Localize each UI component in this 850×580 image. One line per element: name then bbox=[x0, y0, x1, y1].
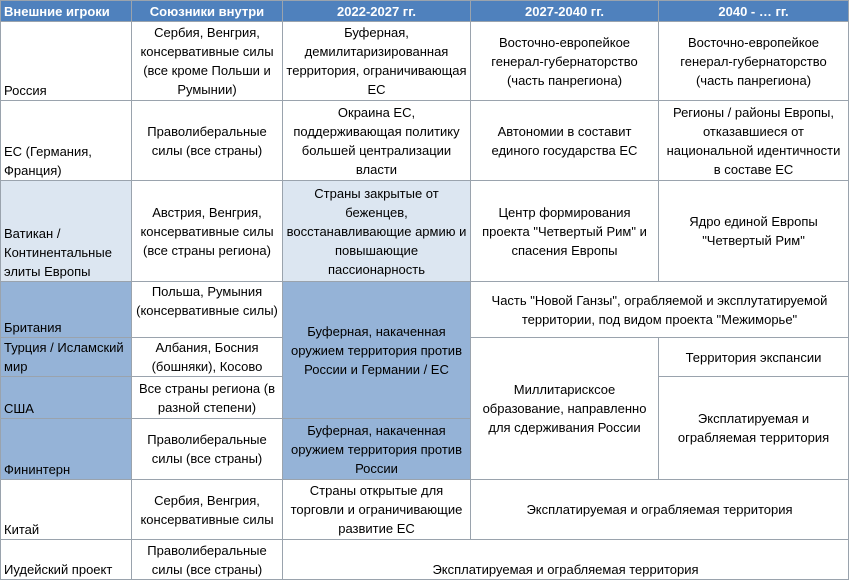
period-1-cell: Окраина ЕС, поддерживающая политику большей централизации власти bbox=[283, 101, 471, 181]
player-cell: Турция / Исламский мир bbox=[1, 338, 132, 377]
header-period-3: 2040 - … гг. bbox=[659, 1, 849, 22]
period-2-cell: Миллитарисксое образование, направленно для сдерживания России bbox=[471, 338, 659, 480]
allies-cell: Албания, Босния (бошняки), Косово bbox=[132, 338, 283, 377]
header-period-2: 2027-2040 гг. bbox=[471, 1, 659, 22]
period-2-3-cell: Эксплатируемая и ограбляемая территория bbox=[471, 480, 849, 540]
table-row bbox=[1, 282, 849, 338]
allies-cell: Все страны региона (в разной степени) bbox=[132, 377, 283, 419]
table-row bbox=[1, 181, 849, 282]
header-row bbox=[1, 1, 849, 22]
period-2-cell: Восточно-европейкое генерал-губернаторство (часть панрегиона) bbox=[471, 22, 659, 101]
period-2-cell: Автономии в составит единого государства ЕС bbox=[471, 101, 659, 181]
player-cell: Иудейский проект bbox=[1, 540, 132, 580]
period-3-cell: Регионы / районы Европы, отказавшиеся от национальной идентичности в составе ЕС bbox=[659, 101, 849, 181]
period-1-cell: Страны открытые для торговли и ограничивающие развитие ЕС bbox=[283, 480, 471, 540]
allies-cell: Сербия, Венгрия, консервативные силы (все кроме Польши и Румынии) bbox=[132, 22, 283, 101]
period-2-cell: Центр формирования проекта "Четвертый Рим" и спасения Европы bbox=[471, 181, 659, 282]
period-3-cell: Территория экспансии bbox=[659, 338, 849, 377]
allies-cell: Праволиберальные силы (все страны) bbox=[132, 101, 283, 181]
table-row bbox=[1, 22, 849, 101]
player-cell: Фининтерн bbox=[1, 419, 132, 480]
period-1-cell: Буферная, демилитаризированная территория, ограничивающая ЕС bbox=[283, 22, 471, 101]
period-3-cell: Восточно-европейкое генерал-губернаторство (часть панрегиона) bbox=[659, 22, 849, 101]
header-period-1: 2022-2027 гг. bbox=[283, 1, 471, 22]
player-cell: Британия bbox=[1, 282, 132, 338]
table-row bbox=[1, 101, 849, 181]
player-cell: ЕС (Германия, Франция) bbox=[1, 101, 132, 181]
player-cell: Ватикан / Континентальные элиты Европы bbox=[1, 181, 132, 282]
period-3-cell: Эксплатируемая и ограбляемая территория bbox=[659, 377, 849, 480]
period-3-cell: Ядро единой Европы "Четвертый Рим" bbox=[659, 181, 849, 282]
allies-cell: Австрия, Венгрия, консервативные силы (все страны региона) bbox=[132, 181, 283, 282]
allies-cell: Праволиберальные силы (все страны) bbox=[132, 540, 283, 580]
header-allies: Союзники внутри bbox=[132, 1, 283, 22]
table-row bbox=[1, 480, 849, 540]
player-cell: США bbox=[1, 377, 132, 419]
table-row bbox=[1, 540, 849, 580]
player-cell: Китай bbox=[1, 480, 132, 540]
allies-cell: Сербия, Венгрия, консервативные силы bbox=[132, 480, 283, 540]
player-cell: Россия bbox=[1, 22, 132, 101]
period-1-cell: Буферная, накаченная оружием территория против России и Германии / ЕС bbox=[283, 282, 471, 419]
allies-cell: Польша, Румыния (консервативные силы) bbox=[132, 282, 283, 338]
allies-cell: Праволиберальные силы (все страны) bbox=[132, 419, 283, 480]
period-1-cell: Страны закрытые от беженцев, восстанавливающие армию и повышающие пассионарность bbox=[283, 181, 471, 282]
period-1-cell: Буферная, накаченная оружием территория против России bbox=[283, 419, 471, 480]
header-players: Внешние игроки bbox=[1, 1, 132, 22]
period-1-3-cell: Эксплатируемая и ограбляемая территория bbox=[283, 540, 849, 580]
period-2-3-cell: Часть "Новой Ганзы", ограбляемой и эксплутатируемой территории, под видом проекта "Межиморье" bbox=[471, 282, 849, 338]
